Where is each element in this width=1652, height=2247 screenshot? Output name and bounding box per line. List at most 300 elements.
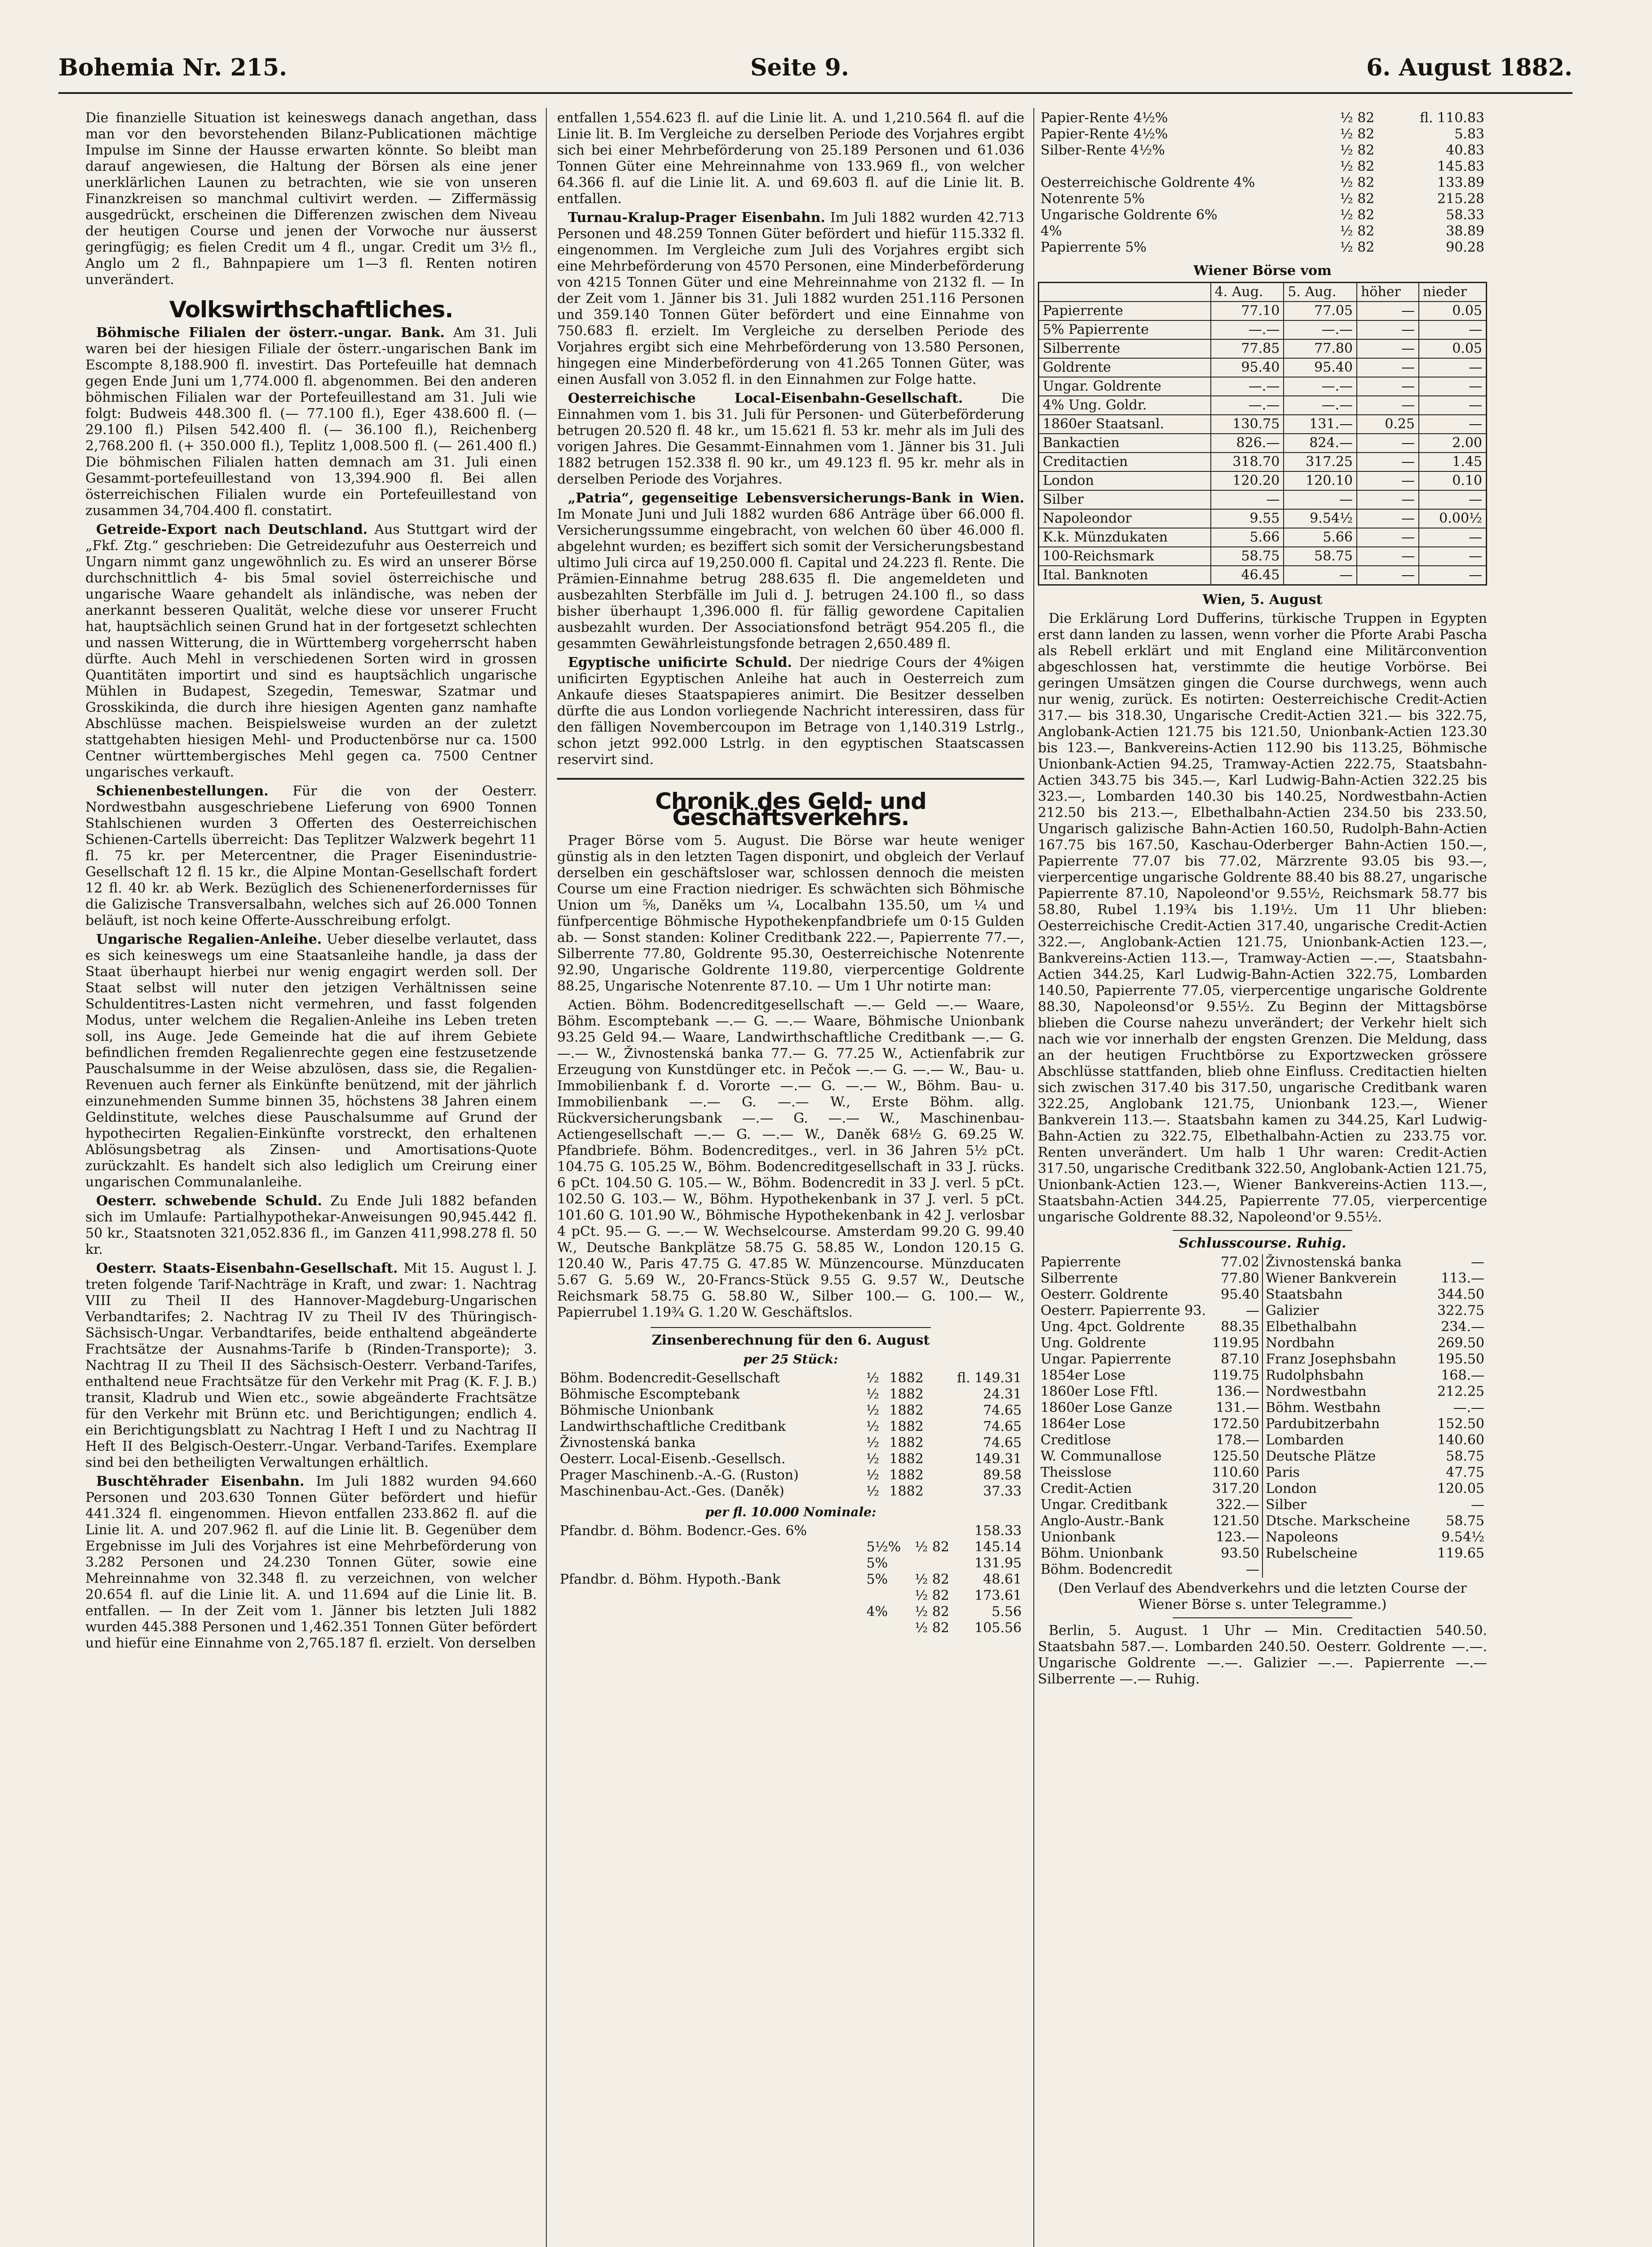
table-cell: — bbox=[1419, 566, 1487, 585]
table-row bbox=[1038, 1416, 1262, 1432]
table-cell: Elbethalbahn bbox=[1266, 1319, 1357, 1335]
table-cell: 38.89 bbox=[1446, 223, 1484, 239]
table-cell: 824.— bbox=[1284, 434, 1357, 453]
table-row bbox=[1263, 1270, 1487, 1287]
table-cell: 234.— bbox=[1441, 1319, 1484, 1335]
table-cell: 77.05 bbox=[1284, 302, 1357, 320]
table-cell: 149.31 bbox=[974, 1451, 1022, 1467]
article-heading: Ungarische Regalien-Anleihe. bbox=[96, 932, 322, 947]
table-cell: Böhm. Bodencredit bbox=[1041, 1562, 1173, 1577]
section-rule bbox=[557, 778, 1024, 780]
table-cell: 140.60 bbox=[1437, 1432, 1484, 1448]
article-text: Zu Ende Juli 1882 befanden sich im Umlaufe: Partialhypothekar-Anweisungen 90,945.442 fl. 50 kr., Staatsnoten 321,052.836 fl., im Ganzen 411,998.278 fl. 50 kr. bbox=[85, 1193, 537, 1257]
table-cell: 119.75 bbox=[1212, 1368, 1259, 1383]
section-title: Volkswirthschaftliches. bbox=[169, 297, 453, 323]
table-row bbox=[1263, 1481, 1487, 1497]
table-row bbox=[1263, 1287, 1487, 1303]
table-row bbox=[1039, 453, 1487, 471]
table-cell: 5.66 bbox=[1284, 528, 1357, 547]
table-cell: 0.10 bbox=[1419, 471, 1487, 490]
table-cell: — bbox=[1357, 490, 1419, 509]
table-cell: ½ 82 bbox=[1340, 142, 1375, 158]
table-row bbox=[1263, 1448, 1487, 1465]
article-paragraph bbox=[85, 325, 537, 519]
table-cell: 4% bbox=[866, 1604, 888, 1620]
table-cell: ½ bbox=[866, 1403, 879, 1418]
table-row bbox=[1038, 110, 1487, 126]
table-cell: 77.02 bbox=[1221, 1254, 1259, 1270]
table-cell: Papierrente bbox=[1039, 302, 1211, 320]
table-cell: Theisslose bbox=[1041, 1465, 1112, 1480]
table-cell: 105.56 bbox=[974, 1620, 1022, 1636]
table-cell: — bbox=[1246, 1562, 1259, 1577]
table-row bbox=[1263, 1319, 1487, 1335]
schlusscourse-note: (Den Verlauf des Abendverkehrs und die letzten Course der Wiener Börse s. unter Telegramme.) bbox=[1058, 1581, 1467, 1612]
table-cell: 168.— bbox=[1441, 1368, 1484, 1383]
article-paragraph bbox=[85, 932, 537, 1190]
table-row bbox=[1038, 1497, 1262, 1513]
table-cell: ½ 82 bbox=[915, 1572, 949, 1587]
table-row bbox=[1263, 1384, 1487, 1400]
table-row bbox=[1038, 1319, 1262, 1335]
table-cell: Rudolphsbahn bbox=[1266, 1368, 1364, 1383]
table-cell: — bbox=[1357, 528, 1419, 547]
table-cell: 317.25 bbox=[1284, 453, 1357, 471]
table-cell: 1.45 bbox=[1419, 453, 1487, 471]
table-cell: — bbox=[1419, 358, 1487, 377]
table-cell: 195.50 bbox=[1437, 1351, 1484, 1367]
actien-listing: Actien. Böhm. Bodencreditgesellschaft —.— Geld —.— Waare, Böhm. Escomptebank —.— G. —.— Waare, Böhmische Unionbank 93.25 Geld 94.— Waare, Landwirthschaftliche Creditbank —.— G. —.— W., Živnostenská banka 77.— G. 77.25 W., Actienfabrik zur Erzeugung von Kunstdünger etc. in Pečok —.— G. —.— W., Bau- u. Immobilienbank f. d. Vororte —.— G. —.— W., Böhm. Bau- u. Immobilienbank —.— G. —.— W., Erste Böhm. allg. Rückversicherungsbank —.— G. —.— W., Maschinenbau-Actiengesellschaft —.— G. —.— W., Daněk 68½ G. 69.25 W. Pfandbriefe. Böhm. Bodencreditges., verl. in 36 Jahren 5½ pCt. 104.75 G. 105.25 W., Böhm. Bodencreditgesellschaft in 33 J. rücks. 6 pCt. 104.50 G. 105.— W., Böhm. Bodencredit in 33 J. verl. 5 pCt. 102.50 G. 103.— W., Böhm. Hypothekenbank in 37 J. verl. 5 pCt. 101.60 G. 101.90 W., Böhmische Hypothekenbank in 42 J. verlosbar 4 pCt. 95.— G. —.— W. Wechselcourse. Amsterdam 99.20 G. 99.40 W., Deutsche Bankplätze 58.75 G. 58.85 W., London 120.15 G. 120.40 W., Paris 47.75 G. 47.85 W. Münzencourse. Münzducaten 5.67 G. 5.69 W., 20-Francs-Stück 9.55 G. 9.57 W., Deutsche Reichsmark 58.75 G. 58.80 W., Silber 100.— G. 100.— W., Papierrubel 1.19¾ G. 1.20 W. Geschäftslos. bbox=[557, 997, 1024, 1320]
table-cell: Deutsche Plätze bbox=[1266, 1448, 1376, 1464]
table-cell: —.— bbox=[1211, 320, 1284, 339]
table-cell: 77.80 bbox=[1221, 1270, 1259, 1286]
table-cell: ½ 82 bbox=[1340, 175, 1375, 191]
table-row bbox=[1038, 1303, 1262, 1319]
table-cell bbox=[864, 1523, 912, 1539]
table-cell: — bbox=[1246, 1303, 1259, 1319]
table-cell: 37.33 bbox=[983, 1483, 1022, 1499]
zinsen-title: Zinsenberechnung für den 6. August bbox=[651, 1332, 930, 1348]
table-cell: Ungar. Creditbank bbox=[1041, 1497, 1168, 1513]
table-cell: 119.95 bbox=[1212, 1335, 1259, 1351]
table-row bbox=[557, 1451, 1024, 1467]
table-row bbox=[1038, 142, 1487, 159]
table-cell: Böhmische Unionbank bbox=[560, 1403, 714, 1418]
table-row bbox=[1039, 396, 1487, 415]
table-row bbox=[1038, 207, 1487, 223]
table-cell: 131.95 bbox=[974, 1555, 1022, 1571]
table-row bbox=[1039, 302, 1487, 320]
table-row bbox=[1263, 1416, 1487, 1432]
table-cell: 1854er Lose bbox=[1041, 1368, 1126, 1383]
table-row bbox=[557, 1539, 1024, 1555]
table-cell: — bbox=[1357, 339, 1419, 358]
table-cell: ½ bbox=[866, 1467, 879, 1483]
table-cell: 113.— bbox=[1441, 1270, 1484, 1286]
table-row bbox=[1038, 1529, 1262, 1545]
article-paragraph bbox=[557, 210, 1024, 388]
table-row bbox=[1038, 1270, 1262, 1287]
table-cell: 121.50 bbox=[1212, 1513, 1259, 1529]
table-cell: — bbox=[1357, 434, 1419, 453]
table-row bbox=[1263, 1529, 1487, 1545]
table-row bbox=[1039, 547, 1487, 566]
table-cell: Oesterr. Goldrente bbox=[1041, 1287, 1169, 1302]
table-cell: 5.56 bbox=[992, 1604, 1022, 1620]
article-text: Am 31. Juli waren bei der hiesigen Filiale der österr.-ungarischen Bank im Escompte 8,188.900 fl. investirt. Das Portefeuille hat demnach gegen Ende Juni um 1,774.000 fl. abgenommen. Bei den anderen böhmischen Filialen war der Portefeuillestand am 31. Juli wie folgt: Budweis 448.300 fl. (— 77.100 fl.), Eger 438.600 fl. (— 29.100 fl.) Pilsen 542.400 fl. (— 36.100 fl.), Reichenberg 2,768.200 fl. (+ 350.000 fl.), Teplitz 1,008.500 fl. (— 261.400 fl.) Die böhmischen Filialen hatten demnach am 31. Juli einen Gesammt-portefeuillestand von 13,394.900 fl. Bei allen österreichischen Filialen wurde ein Portefeuillestand von zusammen 34,704.400 fl. constatirt. bbox=[85, 325, 537, 519]
table-cell: Rubelscheine bbox=[1266, 1545, 1358, 1561]
table-cell: Credit-Actien bbox=[1041, 1481, 1132, 1497]
article-text: Ueber dieselbe verlautet, dass es sich keineswegs um eine Staatsanleihe handle, ja dass der Staat überhaupt hierbei nur wenig engagirt werden soll. Der Staat selbst will nuter den jetzigen Verhältnissen seine Schuldentitres-Lasten nicht vermehren, und fasst folgenden Modus, unter welchem die Regalien-Anleihe ins Leben treten soll, ins Auge. Jede Gemeinde hat die auf ihrem Gebiete befindlichen fremden Regalienrechte gegen eine festzusetzende Pauschalsumme in der Weise abzulösen, dass sie, die Regalien-Revenuen auch ferner als Einkünfte benützend, mit der jährlich einzunehmenden Summe binnen 35, höchstens 38 Jahren einem Geldinstitute, welches diese Pauschalsumme auf Grund der hypothecirten Regalien-Einkünfte vorstreckt, den erhaltenen Ablösungsbetrag als Zinsen- und Amortisations-Quote zurückzahlt. Es handelt sich also lediglich um Creirung einer ungarischen Communalanleihe. bbox=[85, 932, 537, 1190]
table-cell: 317.20 bbox=[1212, 1481, 1259, 1497]
divider bbox=[1173, 1230, 1352, 1231]
table-cell: — bbox=[1419, 377, 1487, 396]
table-cell: 87.10 bbox=[1221, 1351, 1259, 1367]
article-paragraph bbox=[557, 391, 1024, 488]
table-cell: —.— bbox=[1284, 377, 1357, 396]
column-1 bbox=[85, 110, 537, 2247]
table-cell: Staatsbahn bbox=[1266, 1287, 1343, 1302]
table-cell: 322.75 bbox=[1437, 1303, 1484, 1319]
article-heading: „Patria“, gegenseitige Lebensversicherungs-Bank in Wien. bbox=[568, 490, 1024, 506]
table-cell: 100-Reichsmark bbox=[1039, 547, 1211, 566]
table-row bbox=[1038, 1432, 1262, 1448]
table-cell: — bbox=[1211, 490, 1284, 509]
article-heading: Schienenbestellungen. bbox=[96, 783, 269, 799]
table-cell: 1882 bbox=[889, 1467, 924, 1483]
table-cell: 93.50 bbox=[1221, 1545, 1259, 1561]
table-row bbox=[557, 1483, 1024, 1500]
table-cell: ½ 82 bbox=[915, 1539, 949, 1555]
article-text: entfallen 1,554.623 fl. auf die Linie lit. A. und 1,210.564 fl. auf die Linie lit. B. Im Vergleiche zu derselben Periode des Vorjahres ergibt sich bei einer Mehrbeförderung von 25.189 Personen und 61.036 Tonnen Güter eine Mehreinnahme von 133.969 fl., von welcher 64.366 fl. auf die Linie lit. A. und 69.603 fl. auf die Linie lit. B. entfallen. bbox=[557, 110, 1024, 207]
table-cell: K.k. Münzdukaten bbox=[1039, 528, 1211, 547]
table-cell: ½ 82 bbox=[1340, 159, 1375, 174]
article-heading: Oesterreichische Local-Eisenbahn-Gesellschaft. bbox=[568, 391, 963, 406]
table-row bbox=[1038, 1465, 1262, 1481]
schlusscourse-right bbox=[1263, 1254, 1487, 1562]
table-cell: Papierrente 5% bbox=[1041, 240, 1147, 255]
table-cell: 5% Papierrente bbox=[1039, 320, 1211, 339]
table-cell: — bbox=[1471, 1254, 1484, 1270]
table-cell: —.— bbox=[1211, 396, 1284, 415]
table-cell: 77.85 bbox=[1211, 339, 1284, 358]
table-header-cell: 4. Aug. bbox=[1211, 283, 1284, 302]
table-row bbox=[1263, 1432, 1487, 1448]
table-cell: 131.— bbox=[1216, 1400, 1259, 1416]
table-cell: — bbox=[1419, 396, 1487, 415]
table-row bbox=[1039, 434, 1487, 453]
article-text: Im Monate Juni und Juli 1882 wurden 686 Anträge über 66.000 fl. Versicherungssumme eingebracht, von welchen 60 über 46.000 fl. abgelehnt wurden; es beziffert sich somit der Versicherungsbestand ultimo Juli circa auf 19,250.000 fl. Capital und 24.223 fl. Rente. Die Prämien-Einnahme betrug 288.635 fl. Die angemeldeten und ausbezahlten Sterbfälle im Juli d. J. betrugen 24.100 fl., so dass bisher überhaupt 1,396.000 fl. für fällig gewordene Capitalien ausbezahlt wurden. Der Associationsfond beträgt 954.205 fl., die gesammten Gewährleistungsfonde betragen 2,650.489 fl. bbox=[557, 506, 1024, 652]
table-row bbox=[557, 1555, 1024, 1572]
table-cell: Prager Maschinenb.-A.-G. (Ruston) bbox=[560, 1467, 799, 1483]
table-cell: Pfandbr. d. Böhm. Hypoth.-Bank bbox=[560, 1572, 781, 1587]
wiener-boerse-table bbox=[1038, 282, 1487, 586]
table-cell: 1860er Lose Fftl. bbox=[1041, 1384, 1158, 1399]
table-cell: Oesterreichische Goldrente 4% bbox=[1041, 175, 1255, 191]
table-cell: Goldrente bbox=[1039, 358, 1211, 377]
article-heading: Getreide-Export nach Deutschland. bbox=[96, 522, 368, 537]
table-cell: 119.65 bbox=[1437, 1545, 1484, 1561]
table-row bbox=[1038, 175, 1487, 191]
table-cell: — bbox=[1357, 453, 1419, 471]
table-cell: 120.05 bbox=[1437, 1481, 1484, 1497]
table-cell: Silberrente bbox=[1039, 339, 1211, 358]
table-row bbox=[1263, 1368, 1487, 1384]
zinsen-subtitle: per 25 Stück: bbox=[743, 1352, 838, 1367]
table-cell: — bbox=[1419, 415, 1487, 434]
article-text: Für die von der Oesterr. Nordwestbahn ausgeschriebene Lieferung von 6900 Tonnen Stahlschienen wurden 3 Offerten des Oesterreichischen Schienen-Cartells überreicht: Das Teplitzer Walzwerk begehrt 11 fl. 75 kr. per Metercentner, die Prager Eisenindustrie-Gesellschaft 12 fl. 15 kr., die Alpine Montan-Gesellschaft fordert 12 fl. 40 kr. ab Werk. Bezüglich des Schienenerfordernisses für die Galizische Transversalbahn, welches sich auf 26.000 Tonnen beläuft, ist noch keine Offerte-Ausschreibung erfolgt. bbox=[85, 783, 537, 928]
table-cell: 58.75 bbox=[1284, 547, 1357, 566]
table-row bbox=[1039, 566, 1487, 585]
intro-paragraph: Die finanzielle Situation ist keineswegs danach angethan, dass man vor den bevorstehenden Bilanz-Publicationen mächtige Impulse im Sinne der Hausse erwarten könnte. So bleibt man darauf angewiesen, die Haltung der Börsen als eine jener unerklärlichen Launen zu betrachten, wie sie von unseren Finanzkreisen so manchmal cultivirt werden. — Ziffermässig ausgedrückt, erscheinen die Differenzen zwischen dem Niveau der heutigen Course und jenen der Vorwoche nur äusserst geringfügig; es fielen Credit um 4 fl., ungar. Credit um 3½ fl., Anglo um 2 fl., Bahnpapiere um 1—3 fl. Renten notiren unverändert. bbox=[85, 110, 537, 288]
zinsen-table bbox=[557, 1370, 1024, 1500]
table-cell: Ungar. Papierrente bbox=[1041, 1351, 1171, 1367]
table-cell: Napoleondor bbox=[1039, 509, 1211, 528]
table-cell: London bbox=[1039, 471, 1211, 490]
table-cell: W. Communallose bbox=[1041, 1448, 1162, 1464]
table-cell: Ital. Banknoten bbox=[1039, 566, 1211, 585]
article-heading: Oesterr. schwebende Schuld. bbox=[96, 1193, 322, 1209]
table-row bbox=[557, 1523, 1024, 1539]
table-cell: 131.— bbox=[1284, 415, 1357, 434]
table-row bbox=[1038, 1481, 1262, 1497]
article-text: Im Juli 1882 wurden 94.660 Personen und 203.630 Tonnen Güter befördert und hiefür 441.324 fl. eingenommen. Hievon entfallen 233.862 fl. auf die Linie lit. A. und 207.962 fl. auf die Linie lit. B. Gegenüber dem Ergebnisse im Juli des Vorjahres ist eine Mehrbeförderung von 3.282 Personen und 24.230 Tonnen Güter, sowie eine Mehreinnahme von 32.348 fl. zu verzeichnen, von welcher 20.654 fl. auf die Linie lit. A. und 11.694 auf die Linie lit. B. entfallen. — In der Zeit vom 1. Jänner bis letzten Juli 1882 wurden 445.388 Personen und 1,462.351 Tonnen Güter befördert und hiefür eine Einnahme von 2,765.187 fl. erzielt. Von derselben bbox=[85, 1474, 537, 1651]
table-cell: — bbox=[1357, 566, 1419, 585]
table-cell: 95.40 bbox=[1221, 1287, 1259, 1302]
table-row bbox=[1039, 358, 1487, 377]
table-row bbox=[1039, 490, 1487, 509]
issue-date: 6. August 1882. bbox=[1366, 54, 1572, 81]
table-row bbox=[1263, 1545, 1487, 1562]
table-row bbox=[1038, 1400, 1262, 1416]
table-cell bbox=[557, 1620, 864, 1636]
table-cell: 95.40 bbox=[1284, 358, 1357, 377]
table-cell: —.— bbox=[1284, 396, 1357, 415]
table-cell: ½ bbox=[866, 1451, 879, 1467]
table-header-cell bbox=[1039, 283, 1211, 302]
table-cell: Unionbank bbox=[1041, 1529, 1116, 1545]
table-cell: — bbox=[1284, 566, 1357, 585]
table-cell: ½ bbox=[866, 1386, 879, 1402]
table-cell bbox=[912, 1555, 961, 1572]
table-cell: Paris bbox=[1266, 1465, 1300, 1480]
article-list bbox=[557, 110, 1024, 768]
table-cell: 77.80 bbox=[1284, 339, 1357, 358]
schlusscourse-left bbox=[1038, 1254, 1262, 1578]
table-cell: Silber bbox=[1266, 1497, 1307, 1513]
table-cell: 133.89 bbox=[1437, 175, 1484, 191]
table-row bbox=[1038, 1368, 1262, 1384]
table-cell: 173.61 bbox=[974, 1588, 1022, 1603]
table-cell bbox=[557, 1555, 864, 1572]
table-row bbox=[557, 1467, 1024, 1483]
table-cell: 2.00 bbox=[1419, 434, 1487, 453]
table-row bbox=[557, 1588, 1024, 1604]
table-row bbox=[1039, 320, 1487, 339]
table-cell: 5.83 bbox=[1454, 126, 1484, 142]
table-row bbox=[1038, 1562, 1262, 1578]
table-cell: Živnostenská banka bbox=[560, 1435, 696, 1451]
table-cell: Papierrente bbox=[1041, 1254, 1121, 1270]
table-cell: 145.14 bbox=[974, 1539, 1022, 1555]
table-header-cell: 5. Aug. bbox=[1284, 283, 1357, 302]
divider bbox=[651, 1327, 931, 1328]
article-text: Mit 15. August l. J. treten folgende Tarif-Nachträge in Kraft, und zwar: 1. Nachtrag VIII zu Theil II des Hannover-Magdeburg-Ungarischen Verbandtarifes; 2. Nachtrag IV zu Theil IV des Thüringisch-Sächsisch-Ungar. Verbandtarifes, beide enthaltend abgeänderte Frachtsätze der Ausnahms-Tarife b (Rinden-Transporte); 3. Nachtrag II zu Theil II des Sächsisch-Oesterr. Verband-Tarifes, enthaltend neue Frachtsätze für den Verkehr mit Prag (K. F. J. B.) transit, Kladrub und Wien etc., sowie abgeänderte Frachtsätze für den Verkehr mit Brünn etc. und Berichtigungen; endlich 4. ein Berichtigungsblatt zu Nachtrag I Heft I und zu Nachtrag II Heft II des Belgisch-Oesterr.-Ungar. Verband-Tarifes. Exemplare sind bei den betheiligten Verwaltungen erhältlich. bbox=[85, 1261, 537, 1470]
table-cell bbox=[1038, 159, 1337, 175]
table-cell: 1882 bbox=[889, 1386, 924, 1402]
table-cell: ½ bbox=[866, 1370, 879, 1386]
table-header-row bbox=[1039, 283, 1487, 302]
header-rule bbox=[58, 92, 1572, 94]
table-cell: 77.10 bbox=[1211, 302, 1284, 320]
table-row bbox=[1263, 1465, 1487, 1481]
table-cell: 110.60 bbox=[1212, 1465, 1259, 1480]
table-cell: 9.54½ bbox=[1284, 509, 1357, 528]
table-row bbox=[1038, 159, 1487, 175]
table-cell: Landwirthschaftliche Creditbank bbox=[560, 1419, 786, 1434]
column-divider bbox=[546, 108, 547, 2247]
table-cell: 1882 bbox=[889, 1403, 924, 1418]
table-cell: 40.83 bbox=[1446, 142, 1484, 158]
table-cell: 318.70 bbox=[1211, 453, 1284, 471]
table-cell: 269.50 bbox=[1437, 1335, 1484, 1351]
table-cell: — bbox=[1357, 509, 1419, 528]
table-cell: Ung. Goldrente bbox=[1041, 1335, 1146, 1351]
zinsen-table-2 bbox=[557, 1523, 1024, 1636]
berlin-report: Berlin, 5. August. 1 Uhr — Min. Creditactien 540.50. Staatsbahn 587.—. Lombarden 240.50. Oesterr. Goldrente —.—. Ungarische Goldrente —.—. Galizier —.—. Papierrente —.— Silberrente —.— Ruhig. bbox=[1038, 1623, 1487, 1687]
table-cell: — bbox=[1357, 547, 1419, 566]
wien-heading: Wien, 5. August bbox=[1202, 592, 1323, 608]
table-cell: 1882 bbox=[889, 1483, 924, 1499]
page-header bbox=[58, 54, 1572, 94]
table-cell: Nordbahn bbox=[1266, 1335, 1335, 1351]
table-row bbox=[1038, 191, 1487, 207]
table-row bbox=[1039, 415, 1487, 434]
table-cell: ½ bbox=[866, 1419, 879, 1434]
table-row bbox=[1039, 528, 1487, 547]
table-cell: 46.45 bbox=[1211, 566, 1284, 585]
table-cell: — bbox=[1357, 358, 1419, 377]
table-cell: 123.— bbox=[1216, 1529, 1259, 1545]
schlusscourse-tables bbox=[1038, 1254, 1487, 1578]
table-cell: — bbox=[1419, 320, 1487, 339]
table-cell: 215.28 bbox=[1437, 191, 1484, 207]
table-cell: Böhm. Westbahn bbox=[1266, 1400, 1381, 1416]
table-cell: London bbox=[1266, 1481, 1317, 1497]
issue-number: Bohemia Nr. 215. bbox=[58, 54, 288, 81]
table-row bbox=[1038, 1545, 1262, 1562]
zinsen-subtitle-2: per fl. 10.000 Nominale: bbox=[705, 1505, 877, 1519]
table-cell: 24.31 bbox=[983, 1386, 1022, 1402]
table-header-cell: nieder bbox=[1419, 283, 1487, 302]
article-paragraph bbox=[85, 1193, 537, 1258]
table-cell: 120.20 bbox=[1211, 471, 1284, 490]
table-cell: — bbox=[1357, 471, 1419, 490]
article-text: Die Einnahmen vom 1. bis 31. Juli für Personen- und Güterbeförderung betrugen 20.520 fl. 48 kr., um 15.621 fl. 53 kr. mehr als im Juli des vorigen Jahres. Die Gesammt-Einnahmen vom 1. Jänner bis 31. Juli 1882 betrugen 152.338 fl. 90 kr., um 49.123 fl. 95 kr. mehr als in derselben Periode des Vorjahres. bbox=[557, 391, 1024, 487]
table-cell: 322.— bbox=[1216, 1497, 1259, 1513]
table-cell: Lombarden bbox=[1266, 1432, 1344, 1448]
table-cell: 74.65 bbox=[983, 1403, 1022, 1418]
table-row bbox=[1038, 1287, 1262, 1303]
table-cell: Dtsche. Markscheine bbox=[1266, 1513, 1410, 1529]
article-paragraph bbox=[557, 655, 1024, 768]
table-cell: Franz Josephsbahn bbox=[1266, 1351, 1396, 1367]
table-cell: Böhm. Bodencredit-Gesellschaft bbox=[560, 1370, 780, 1386]
table-cell: Ungarische Goldrente 6% bbox=[1041, 207, 1218, 223]
table-cell: Papier-Rente 4½% bbox=[1041, 110, 1168, 126]
table-cell: 58.75 bbox=[1446, 1513, 1484, 1529]
table-cell: 74.65 bbox=[983, 1435, 1022, 1451]
table-row bbox=[1038, 1254, 1262, 1270]
table-cell: Oesterr. Papierrente 93. bbox=[1041, 1303, 1206, 1319]
table-row bbox=[1263, 1351, 1487, 1368]
section-title: Chronik des Geld- und Geschäftsverkehrs. bbox=[655, 788, 926, 830]
table-row bbox=[557, 1435, 1024, 1451]
table-cell: 1864er Lose bbox=[1041, 1416, 1126, 1432]
schlusscourse-title: Schlusscourse. Ruhig. bbox=[1178, 1235, 1346, 1251]
table-cell: Živnostenská banka bbox=[1266, 1254, 1402, 1270]
table-cell: 0.25 bbox=[1357, 415, 1419, 434]
table-cell: ½ 82 bbox=[1340, 240, 1375, 255]
table-cell: 48.61 bbox=[983, 1572, 1022, 1587]
table-cell: —.— bbox=[1453, 1400, 1484, 1416]
article-paragraph bbox=[85, 1261, 537, 1471]
article-heading: Oesterr. Staats-Eisenbahn-Gesellschaft. bbox=[96, 1261, 398, 1276]
article-text: Der niedrige Cours der 4%igen unificirten Egyptischen Anleihe hat auch in Oesterreich zum Ankaufe dieses Staatspapieres animirt. Die Besitzer desselben dürfte die aus London vorliegende Nachricht interessiren, dass für den fälligen Novembercoupon im Betrage von 1,140.319 Lstrlg., schon jetzt 992.000 Lstrlg. in den egyptischen Staatscassen reservirt sind. bbox=[557, 655, 1024, 768]
table-cell: ½ 82 bbox=[1340, 110, 1375, 126]
divider bbox=[1173, 1617, 1352, 1618]
table-cell: 9.54½ bbox=[1441, 1529, 1484, 1545]
article-heading: Buschtěhrader Eisenbahn. bbox=[96, 1474, 305, 1489]
table-row bbox=[1038, 240, 1487, 256]
column-2 bbox=[557, 110, 1024, 2247]
table-cell: ½ 82 bbox=[1340, 126, 1375, 142]
table-header-cell: höher bbox=[1357, 283, 1419, 302]
table-cell: Böhmische Escomptebank bbox=[560, 1386, 740, 1402]
table-cell: 4% Ung. Goldr. bbox=[1039, 396, 1211, 415]
table-cell: — bbox=[1284, 490, 1357, 509]
table-cell: — bbox=[1419, 490, 1487, 509]
table-cell: 95.40 bbox=[1211, 358, 1284, 377]
table-row bbox=[1038, 1351, 1262, 1368]
table-cell: Wiener Bankverein bbox=[1266, 1270, 1397, 1286]
table-cell: Creditlose bbox=[1041, 1432, 1111, 1448]
table-cell: 136.— bbox=[1216, 1384, 1259, 1399]
table-cell: 89.58 bbox=[983, 1467, 1022, 1483]
table-row bbox=[1039, 339, 1487, 358]
table-row bbox=[1263, 1254, 1487, 1270]
table-row bbox=[557, 1419, 1024, 1435]
table-cell: —.— bbox=[1211, 377, 1284, 396]
prager-boerse-report: Prager Börse vom 5. August. Die Börse war heute weniger günstig als in den letzten Tagen disponirt, und obgleich der Verlauf derselben ein geschäftsloser war, schlossen dennoch die meisten Course um eine Fraction niedriger. Es schwächten sich Böhmische Union um ⅝, Daněks um ¼, Localbahn 135.50, um ¼ und fünfpercentige Böhmische Hypothekenpfandbriefe um 0·15 Gulden ab. — Sonst standen: Koliner Creditbank 222.—, Papierrente 77.—, Silberrente 77.80, Goldrente 95.30, Oesterreichische Notenrente 92.90, Ungarische Goldrente 119.80, vierpercentige Goldrente 88.25, Ungarische Notenrente 87.10. — Um 1 Uhr notirte man: bbox=[557, 833, 1024, 994]
table-cell: — bbox=[1357, 320, 1419, 339]
table-cell: ½ 82 bbox=[1340, 223, 1375, 239]
table-cell: ½ bbox=[866, 1483, 879, 1499]
article-heading: Böhmische Filialen der österr.-ungar. Bank. bbox=[96, 325, 445, 341]
table-row bbox=[557, 1386, 1024, 1403]
table-cell: ½ 82 bbox=[1340, 207, 1375, 223]
table-row bbox=[557, 1604, 1024, 1620]
table-row bbox=[557, 1620, 1024, 1636]
table-cell: fl. 110.83 bbox=[1419, 110, 1484, 126]
table-row bbox=[1263, 1400, 1487, 1416]
article-paragraph bbox=[85, 522, 537, 781]
article-paragraph bbox=[557, 490, 1024, 652]
table-cell: ½ 82 bbox=[915, 1588, 949, 1603]
table-cell: 130.75 bbox=[1211, 415, 1284, 434]
table-row bbox=[1263, 1303, 1487, 1319]
table-cell: Papier-Rente 4½% bbox=[1041, 126, 1168, 142]
